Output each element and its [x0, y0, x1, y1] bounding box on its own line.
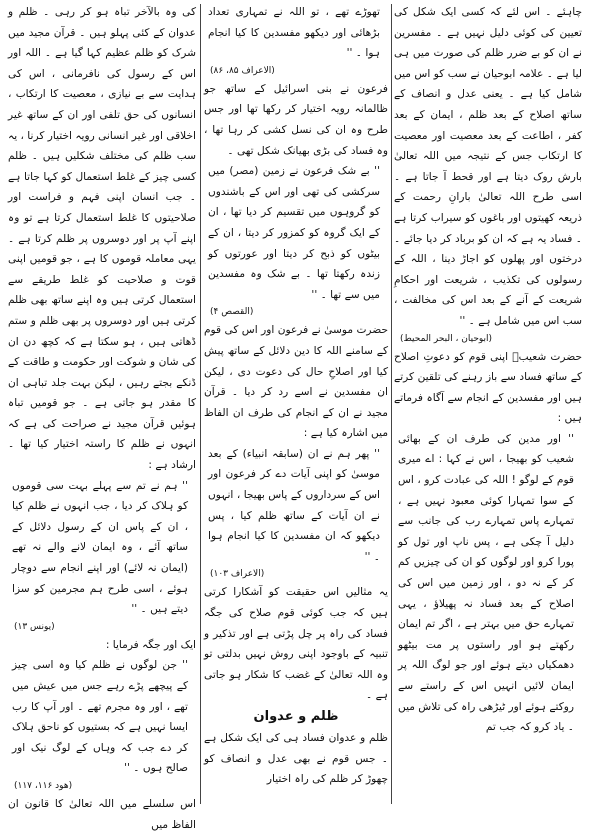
reference: (ابوحیان ، البحر المحیط) — [400, 333, 493, 344]
column-left — [7, 2, 196, 831]
paragraph: حضرت شعیبؑ اپنی قوم کو دعوتِ اصلاح کے ساتھ فساد سے باز رہنے کی تلقین کرتے ہیں اور مفسدین کے انجام سے آگاہ فرماتے ہیں : — [394, 350, 582, 425]
column-divider — [200, 4, 201, 804]
quran-quote: '' پھر ہم نے ان (سابقہ انبیاء) کے بعد موسیٰ کو اپنی آیات دے کر فرعون اور اس کے سرداروں کے پاس بھیجا ، انہوں نے ان آیات کے ساتھ ظلم کیا ، پس دیکھو کہ ان مفسدین کا کیا انجام ہوا ۔ '' — [208, 447, 380, 563]
paragraph: اس سلسلے میں اللہ تعالیٰ کا قانون ان الفاظ میں — [8, 797, 196, 831]
quran-quote: تھوڑے تھے ، تو اللہ نے تمہاری تعداد بڑھائی اور دیکھو مفسدین کا کیا انجام ہوا ۔ '' — [208, 6, 380, 60]
quran-quote: '' اور مدین کی طرف ان کے بھائی شعیب کو بھیجا ، اس نے کہا : اے میری قوم کے لوگو ! اللہ کی عبادت کرو ، اس کے سوا تمہارا کوئی معبود نہیں ہے ، تمہارے پاس تمہارے رب کی جانب سے دلیل آ چکی ہے ، پس ناپ اور تول کو پورا کرو اور لوگوں کو ان کی چیزیں کم کر کے نہ دو ، اور زمین میں اس کی اصلاح کے بعد فساد نہ پھیلاؤ ، یہی تمہارے حق میں بہتر ہے ، اگر تم ایمان رکھتے ہو اور راستوں پر مت بیٹھو دھمکیاں دیتے ہوئے اور جو لوگ اللہ پر ایمان لائیں انہیں اس کے راستے سے روکتے ہوئے اور ٹیڑھی راہ کی تلاش میں ۔ یاد کرو کہ جب تم — [398, 432, 574, 734]
paragraph: چاہئے ۔ اس لئے کہ کسی ایک شکل کی تعیین کی کوئی دلیل نہیں ہے ۔ مفسرین نے ان کو بے ضرر ظلم کی صورت میں ہی لیا ہے ۔ علامہ ابوحیان نے سب کو اس میں شامل کیا ہے ۔ یعنی عدل و انصاف کے ساتھ اصلاح کے بعد ظلم ، ایمان کے بعد کفر ، اطاعت کے بعد معصیت اور معصیت کا ارتکاب جس کے نتیجہ میں اللہ تعالیٰ بارش روک دیتا ہے اور قحط آ جاتا ہے ۔ اسی طرح اللہ تعالیٰ بارانِ رحمت کے ذریعہ کھیتوں اور باغوں کو سیراب کرتا ہے ۔ فساد یہ ہے کہ ان کو برباد کر دیا جائے ۔ درختوں اور پھلوں کو اجاڑ دینا ، اللہ کے رسولوں کی تکذیب ، شریعت اور احکامِ شریعت کے آنے کے بعد اس کی مخالفت ، سب اس میں شامل ہے ۔ '' — [394, 6, 582, 327]
reference: (الاعراف ۸۵، ۸۶) — [210, 65, 275, 76]
reference: (الاعراف ۱۰۳) — [210, 569, 265, 580]
column-right — [394, 2, 582, 808]
paragraph: ظلم و عدوان فساد ہی کی ایک شکل ہے ۔ جس قوم نے بھی عدل و انصاف کو چھوڑ کر ظلم کی راہ اختیار — [204, 732, 388, 786]
paragraph: حضرت موسیٰ نے فرعون اور اس کی قوم کے سامنے اللہ کا دین دلائل کے ساتھ پیش کیا اور اصلاحِ حال کی دعوت دی ، لیکن ان مفسدین نے اسے رد کر دیا ۔ قرآن مجید نے ان کے انجام کی طرف ان الفاظ میں اشارہ کیا ہے : — [204, 324, 388, 440]
quran-quote: '' جن لوگوں نے ظلم کیا وہ اسی چیز کے پیچھے پڑے رہے جس میں عیش میں تھے ، اور وہ مجرم تھے ۔ اور آپ کا رب ایسا نہیں ہے کہ بستیوں کو ناحق ہلاک کر دے جب کہ وہاں کے لوگ نیک اور صالح ہوں ۔ '' — [12, 659, 188, 775]
quran-quote: '' بے شک فرعون نے زمین (مصر) میں سرکشی کی تھی اور اس کے باشندوں کو گروہوں میں تقسیم کر دیا تھا ، ان کے ایک گروہ کو کمزور کر دیتا ، ان کے بیٹوں کو ذبح کر دیتا اور عورتوں کو زندہ رکھتا تھا ۔ بے شک وہ مفسدین میں سے تھا ۔ '' — [208, 165, 380, 301]
paragraph: کی وہ بالآخر تباہ ہو کر رہی ۔ ظلم و عدوان کے کئی پہلو ہیں ۔ قرآن مجید میں شرک کو ظلم عظیم کہا گیا ہے ۔ اللہ اور اس کے رسول کی نافرمانی ، اس کی ہدایت سے بے نیازی ، معصیت کا ارتکاب ، انسانوں کی حق تلفی اور ان کے ساتھ غیر اخلاقی اور غیر انسانی رویہ اختیار کرنا ، یہ سب ظلم کی مختلف شکلیں ہیں ۔ ظلم کسی چیز کے غلط استعمال کو کہا جاتا ہے ۔ جب انسان اپنی فہم و فراست اور صلاحیتوں کا غلط استعمال کرتا ہے تو وہ اپنے آپ پر اور دوسروں پر ظلم کرتا ہے ۔ یہی معاملہ قوموں کا ہے ، جو قومیں اپنی قوت و صلاحیت کو غلط طریقے سے استعمال کرتی ہیں وہ اپنے ساتھ بھی ظلم کرتی ہیں اور دوسروں پر بھی ظلم و ستم ڈھاتی ہیں ، ہو سکتا ہے کہ کچھ دن ان کی شان و شوکت اور حکومت و طاقت کے ڈنکے بجتے رہیں ، لیکن بہت جلد تباہی ان کا مقدر ہو جاتی ہے ۔ جو قومیں تباہ ہوئیں قرآن مجید نے صراحت کی ہے کہ انہوں نے ظلم کا راستہ اختیار کیا تھا ۔ ارشاد ہے : — [7, 6, 196, 472]
section-heading: ظلم و عدوان — [253, 709, 339, 724]
quran-quote: '' ہم نے تم سے پہلے بہت سی قوموں کو ہلاک کر دیا ، جب انہوں نے ظلم کیا ، ان کے پاس ان کے رسول دلائل کے ساتھ آئے ، وہ ایمان لانے والے نہ تھے (ایمان نہ لائے) اور اپنے انجام سے دوچار ہوئے ، اسی طرح ہم مجرمین کو سزا دیتے ہیں ۔ '' — [12, 479, 188, 616]
column-middle — [204, 2, 388, 808]
paragraph: فرعون نے بنی اسرائیل کے ساتھ جو ظالمانہ رویہ اختیار کر رکھا تھا اور جس طرح وہ ان کی نسل کشی کر رہا تھا ، وہ فساد کی بڑی بھیانک شکل تھی ۔ — [204, 82, 388, 157]
reference: (ھود ۱۱۶، ۱۱۷) — [14, 780, 73, 791]
column-divider — [391, 4, 392, 804]
reference: (القصص ۴) — [210, 307, 254, 318]
paragraph: یہ مثالیں اس حقیقت کو آشکارا کرتی ہیں کہ جب کوئی قوم صلاح کی جگہ فساد کی راہ پر چل پڑتی ہے اور تذکیر و تنبیہ کے باوجود اپنی روش نہیں بدلتی تو وہ اللہ تعالیٰ کے غضب کا شکار ہو جاتی ہے ۔ — [204, 586, 388, 702]
reference: (یونس ۱۳) — [14, 621, 55, 632]
paragraph: ایک اور جگہ فرمایا : — [105, 638, 196, 651]
